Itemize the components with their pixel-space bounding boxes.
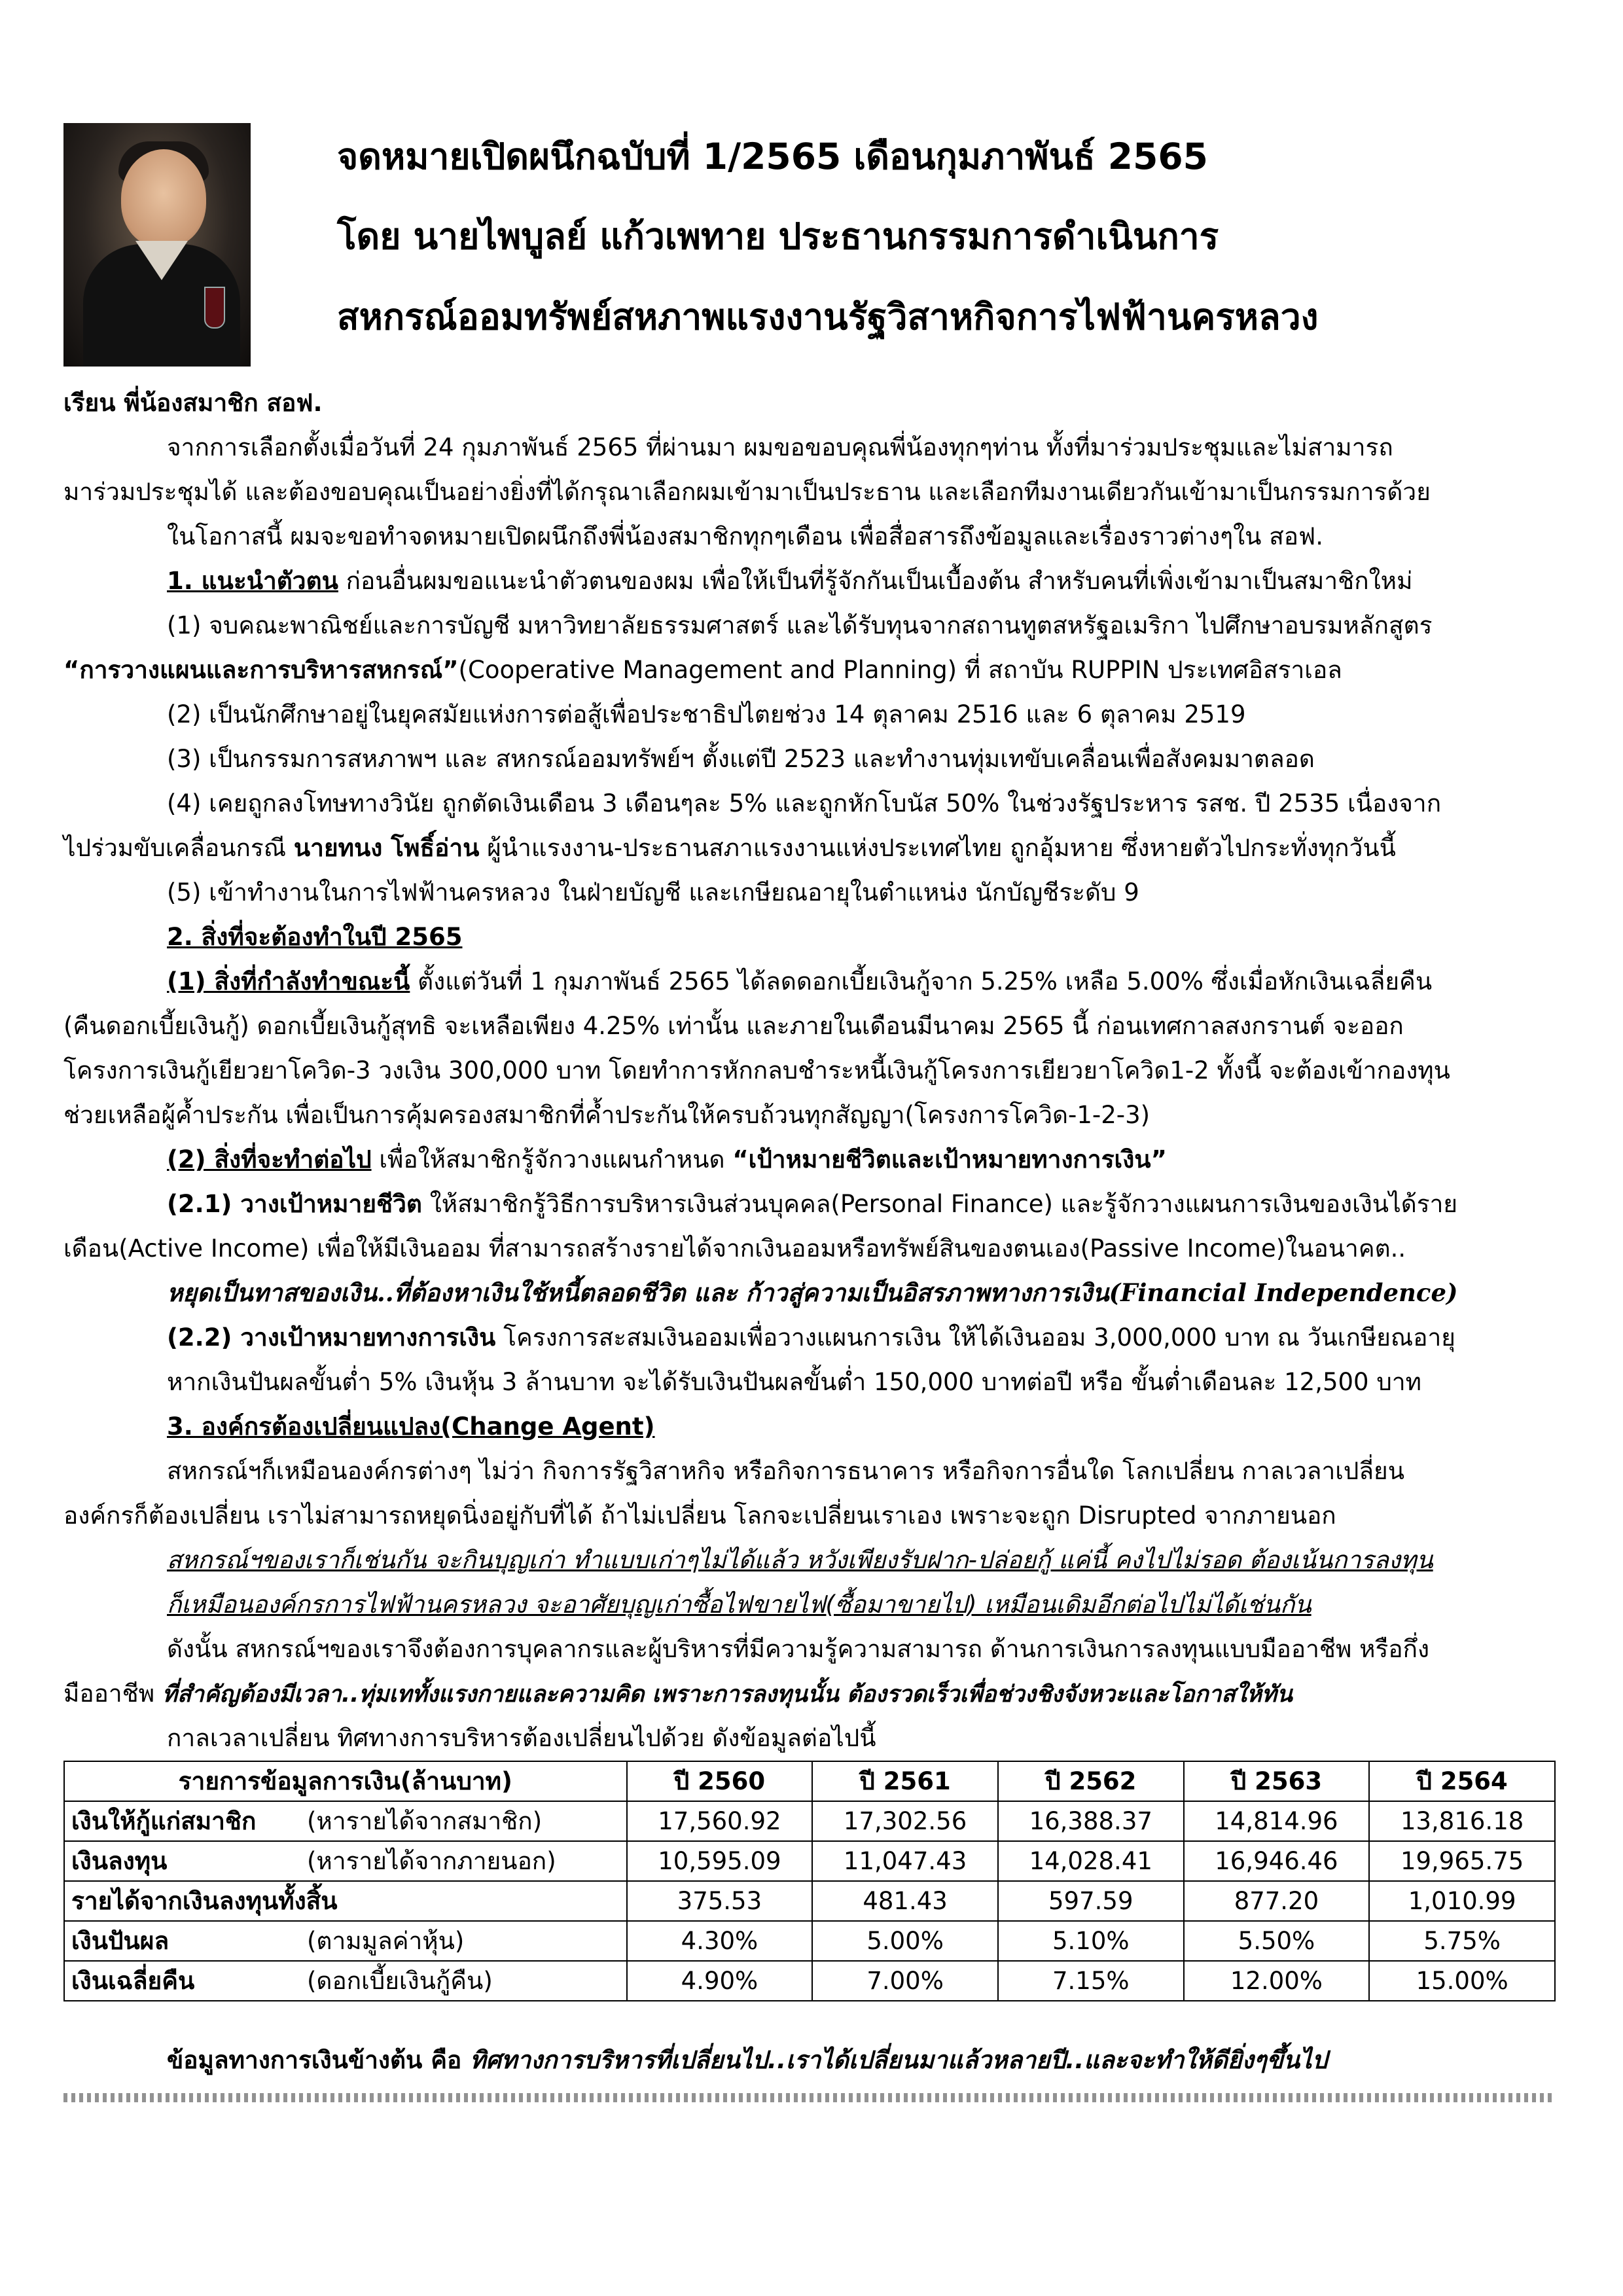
table-cell: 597.59 xyxy=(998,1881,1184,1921)
section-1 xyxy=(167,562,1412,600)
dotted-divider xyxy=(63,2093,1556,2102)
paragraph-line: (คืนดอกเบี้ยเงินกู้) ดอกเบี้ยเงินกู้สุทธิ จะเหลือเพียง 4.25% เท่านั้น และภายในเดือนมีนาคม 2565 นี้ ก่อนเทศกาลสงกรานต์ จะออก xyxy=(63,1012,1404,1040)
table-row xyxy=(64,1841,1555,1881)
row-title: เงินให้กู้แก่สมาชิก xyxy=(71,1807,257,1835)
row-title: เงินเฉลี่ยคืน xyxy=(71,1967,195,1995)
table-cell: 14,028.41 xyxy=(998,1841,1184,1881)
financial-table xyxy=(63,1761,1556,2001)
column-header: ปี 2563 xyxy=(1184,1761,1370,1801)
paragraph-line: สหกรณ์ฯก็เหมือนองค์กรต่างๆ ไม่ว่า กิจการรัฐวิสาหกิจ หรือกิจการธนาคาร หรือกิจการอื่นใด โลกเปลี่ยน กาลเวลาเปลี่ยน xyxy=(167,1457,1405,1485)
author-line: โดย นายไพบูลย์ แก้วเพทาย ประธานกรรมการดำเนินการ xyxy=(337,215,1219,257)
author-photo xyxy=(63,123,251,367)
table-cell: 5.75% xyxy=(1369,1921,1555,1961)
paragraph-line: มาร่วมประชุมได้ และต้องขอบคุณเป็นอย่างยิ่งที่ได้กรุณาเลือกผมเข้ามาเป็นประธาน และเลือกทีมงานเดียวกันเข้ามาเป็นกรรมการด้วย xyxy=(63,478,1431,506)
row-label xyxy=(64,1961,627,2001)
text-span: มืออาชีพ xyxy=(63,1679,162,1708)
table-cell: 4.30% xyxy=(627,1921,813,1961)
table-cell: 10,595.09 xyxy=(627,1841,813,1881)
text-span: โครงการสะสมเงินออมเพื่อวางแผนการเงิน ให้ได้เงินออม 3,000,000 บาท ณ วันเกษียณอายุ xyxy=(495,1323,1455,1352)
list-item: (5) เข้าทำงานในการไฟฟ้านครหลวง ในฝ่ายบัญชี และเกษียณอายุในตำแหน่ง นักบัญชีระดับ 9 xyxy=(167,878,1139,906)
table-cell: 17,302.56 xyxy=(812,1801,998,1841)
emphasis-line: ก็เหมือนองค์กรการไฟฟ้านครหลวง จะอาศัยบุญเก่าซื้อไฟขายไฟ(ซื้อมาขายไป) เหมือนเดิมอีกต่อไปไม่ได้เช่นกัน xyxy=(167,1590,1311,1619)
row-label xyxy=(64,1921,627,1961)
goal-heading: (2.1) วางเป้าหมายชีวิต xyxy=(167,1190,422,1218)
text-span: เพื่อให้สมาชิกรู้จักวางแผนกำหนด xyxy=(371,1145,733,1174)
table-row xyxy=(64,1921,1555,1961)
salutation: เรียน พี่น้องสมาชิก สอฟ. xyxy=(63,389,323,417)
column-header: ปี 2562 xyxy=(998,1761,1184,1801)
subsection-heading: (2) สิ่งที่จะทำต่อไป xyxy=(167,1145,372,1174)
row-title: เงินปันผล xyxy=(71,1927,169,1955)
table-row xyxy=(64,1801,1555,1841)
paragraph-line: องค์กรก็ต้องเปลี่ยน เราไม่สามารถหยุดนิ่งอยู่กับที่ได้ ถ้าไม่เปลี่ยน โลกจะเปลี่ยนเราเอง เพราะจะถูก Disrupted จากภายนอก xyxy=(63,1501,1336,1530)
letter-title: จดหมายเปิดผนึกฉบับที่ 1/2565 เดือนกุมภาพันธ์ 2565 xyxy=(337,135,1208,177)
emphasis-line: สหกรณ์ฯของเราก็เช่นกัน จะกินบุญเก่า ทำแบบเก่าๆไม่ได้แล้ว หวังเพียงรับฝาก-ปล่อยกู้ แค่นี้ คงไปไม่รอด ต้องเน้นการลงทุน xyxy=(167,1546,1433,1574)
text-span: ให้สมาชิกรู้วิธีการบริหารเงินส่วนบุคคล(Personal Finance) และรู้จักวางแผนการเงินของเงินได้ราย xyxy=(421,1190,1458,1218)
subsection-heading: (1) สิ่งที่กำลังทำขณะนี้ xyxy=(167,967,410,996)
section-heading: 3. องค์กรต้องเปลี่ยนแปลง(Change Agent) xyxy=(167,1412,655,1441)
table-cell: 375.53 xyxy=(627,1881,813,1921)
row-note: (หารายได้จากภายนอก) xyxy=(307,1847,556,1875)
paragraph-line xyxy=(167,1185,1457,1223)
table-cell: 17,560.92 xyxy=(627,1801,813,1841)
table-row xyxy=(64,1961,1555,2001)
table-cell: 7.15% xyxy=(998,1961,1184,2001)
column-header: ปี 2564 xyxy=(1369,1761,1555,1801)
summary-line xyxy=(167,2041,1327,2079)
emphasis-line: หยุดเป็นทาสของเงิน..ที่ต้องหาเงินใช้หนี้ตลอดชีวิต และ ก้าวสู่ความเป็นอิสรภาพทางการเงิน(Financial Independence) xyxy=(167,1278,1458,1307)
person-name: นายทนง โพธิ์อ่าน xyxy=(293,834,480,862)
section-text: ก่อนอื่นผมขอแนะนำตัวตนของผม เพื่อให้เป็นที่รู้จักกันเป็นเบื้องต้น สำหรับคนที่เพิ่งเข้ามาเป็นสมาชิกใหม่ xyxy=(338,567,1413,595)
table-cell: 877.20 xyxy=(1184,1881,1370,1921)
paragraph-line: เดือน(Active Income) เพื่อให้มีเงินออม ที่สามารถสร้างรายได้จากเงินออมหรือทรัพย์สินของตนเอง(Passive Income)ในอนาคต.. xyxy=(63,1234,1406,1263)
table-cell: 11,047.43 xyxy=(812,1841,998,1881)
course-name: “การวางแผนและการบริหารสหกรณ์” xyxy=(63,656,459,684)
table-cell: 13,816.18 xyxy=(1369,1801,1555,1841)
row-label xyxy=(64,1881,627,1921)
course-detail: (Cooperative Management and Planning) ที่ สถาบัน RUPPIN ประเทศอิสราเอล xyxy=(458,656,1342,684)
goal-heading: (2.2) วางเป้าหมายทางการเงิน xyxy=(167,1323,496,1352)
column-header: ปี 2561 xyxy=(812,1761,998,1801)
paragraph-line: จากการเลือกตั้งเมื่อวันที่ 24 กุมภาพันธ์ 2565 ที่ผ่านมา ผมขอขอบคุณพี่น้องทุกๆท่าน ทั้งที่มาร่วมประชุมและไม่สามารถ xyxy=(167,433,1393,461)
paragraph-line: ดังนั้น สหกรณ์ฯของเราจึงต้องการบุคลากรและผู้บริหารที่มีความรู้ความสามารถ ด้านการเงินการลงทุนแบบมืออาชีพ หรือกึ่ง xyxy=(167,1635,1430,1663)
table-cell: 14,814.96 xyxy=(1184,1801,1370,1841)
paragraph-line: กาลเวลาเปลี่ยน ทิศทางการบริหารต้องเปลี่ยนไปด้วย ดังข้อมูลต่อไปนี้ xyxy=(167,1724,876,1752)
table-cell: 5.10% xyxy=(998,1921,1184,1961)
text-span: ไปร่วมขับเคลื่อนกรณี xyxy=(63,834,294,862)
row-note: (ดอกเบี้ยเงินกู้คืน) xyxy=(307,1967,493,1995)
table-cell: 16,946.46 xyxy=(1184,1841,1370,1881)
list-item: (3) เป็นกรรมการสหภาพฯ และ สหกรณ์ออมทรัพย์ฯ ตั้งแต่ปี 2523 และทำงานทุ่มเทขับเคลื่อนเพื่อสังคมมาตลอด xyxy=(167,745,1315,773)
table-cell: 19,965.75 xyxy=(1369,1841,1555,1881)
paragraph-line: ช่วยเหลือผู้ค้ำประกัน เพื่อเป็นการคุ้มครองสมาชิกที่ค้ำประกันให้ครบถ้วนทุกสัญญา(โครงการโควิด-1-2-3) xyxy=(63,1101,1150,1129)
paragraph-line xyxy=(63,1674,1293,1713)
table-cell: 12.00% xyxy=(1184,1961,1370,2001)
paragraph-line: ในโอกาสนี้ ผมจะขอทำจดหมายเปิดผนึกถึงพี่น้องสมาชิกทุกๆเดือน เพื่อสื่อสารถึงข้อมูลและเรื่องราวต่างๆใน สอฟ. xyxy=(167,522,1323,550)
row-label xyxy=(64,1841,627,1881)
table-header-row xyxy=(64,1761,1555,1801)
row-label xyxy=(64,1801,627,1841)
row-title: เงินลงทุน xyxy=(71,1847,168,1875)
table-row xyxy=(64,1881,1555,1921)
list-item xyxy=(63,829,1396,867)
table-cell: 15.00% xyxy=(1369,1961,1555,2001)
organization-name: สหกรณ์ออมทรัพย์สหภาพแรงงานรัฐวิสาหกิจการไฟฟ้านครหลวง xyxy=(337,296,1319,338)
table-cell: 5.00% xyxy=(812,1921,998,1961)
summary-emphasis: ทิศทางการบริหารที่เปลี่ยนไป..เราได้เปลี่ยนมาแล้วหลายปี..และจะทำให้ดียิ่งๆขึ้นไป xyxy=(470,2046,1328,2074)
emphasis-text: ที่สำคัญต้องมีเวลา..ทุ่มเททั้งแรงกายและความคิด เพราะการลงทุนนั้น ต้องรวดเร็วเพื่อช่วงชิงจังหวะและโอกาสให้ทัน xyxy=(162,1681,1293,1708)
column-header: ปี 2560 xyxy=(627,1761,813,1801)
table-cell: 1,010.99 xyxy=(1369,1881,1555,1921)
summary-lead: ข้อมูลทางการเงินข้างต้น คือ xyxy=(167,2046,471,2074)
section-heading: 1. แนะนำตัวตน xyxy=(167,567,338,595)
table-cell: 4.90% xyxy=(627,1961,813,2001)
section-heading: 2. สิ่งที่จะต้องทำในปี 2565 xyxy=(167,923,463,951)
list-item: (4) เคยถูกลงโทษทางวินัย ถูกตัดเงินเดือน 3 เดือนๆละ 5% และถูกหักโบนัส 50% ในช่วงรัฐประหาร รสช. ปี 2535 เนื่องจาก xyxy=(167,789,1442,817)
paragraph-line xyxy=(167,962,1432,1001)
text-span: ตั้งแต่วันที่ 1 กุมภาพันธ์ 2565 ได้ลดดอกเบี้ยเงินกู้จาก 5.25% เหลือ 5.00% ซึ่งเมื่อหักเงินเฉลี่ยคืน xyxy=(410,967,1433,996)
list-item xyxy=(63,651,1342,689)
list-item: (2) เป็นนักศึกษาอยู่ในยุคสมัยแห่งการต่อสู้เพื่อประชาธิปไตยช่วง 14 ตุลาคม 2516 และ 6 ตุลาคม 2519 xyxy=(167,700,1246,728)
table-cell: 7.00% xyxy=(812,1961,998,2001)
row-title: รายได้จากเงินลงทุนทั้งสิ้น xyxy=(71,1887,338,1915)
table-cell: 481.43 xyxy=(812,1881,998,1921)
table-cell: 16,388.37 xyxy=(998,1801,1184,1841)
column-header: รายการข้อมูลการเงิน(ล้านบาท) xyxy=(64,1761,627,1801)
goal-title: “เป้าหมายชีวิตและเป้าหมายทางการเงิน” xyxy=(732,1145,1167,1174)
paragraph-line xyxy=(167,1140,1167,1179)
paragraph-line: หากเงินปันผลขั้นต่ำ 5% เงินหุ้น 3 ล้านบาท จะได้รับเงินปันผลขั้นต่ำ 150,000 บาทต่อปี หรือ ขั้นต่ำเดือนละ 12,500 บาท xyxy=(167,1368,1421,1396)
paragraph-line: โครงการเงินกู้เยียวยาโควิด-3 วงเงิน 300,000 บาท โดยทำการหักกลบชำระหนี้เงินกู้โครงการเยียวยาโควิด1-2 ทั้งนี้ จะต้องเข้ากองทุน xyxy=(63,1056,1450,1085)
paragraph-line xyxy=(167,1318,1455,1357)
row-note: (หารายได้จากสมาชิก) xyxy=(307,1807,543,1835)
list-item: (1) จบคณะพาณิชย์และการบัญชี มหาวิทยาลัยธรรมศาสตร์ และได้รับทุนจากสถานทูตสหรัฐอเมริกา ไปศึกษาอบรมหลักสูตร xyxy=(167,611,1433,639)
text-span: ผู้นำแรงงาน-ประธานสภาแรงงานแห่งประเทศไทย ถูกอุ้มหาย ซึ่งหายตัวไปกระทั่งทุกวันนี้ xyxy=(479,834,1396,862)
table-cell: 5.50% xyxy=(1184,1921,1370,1961)
row-note: (ตามมูลค่าหุ้น) xyxy=(307,1927,465,1955)
